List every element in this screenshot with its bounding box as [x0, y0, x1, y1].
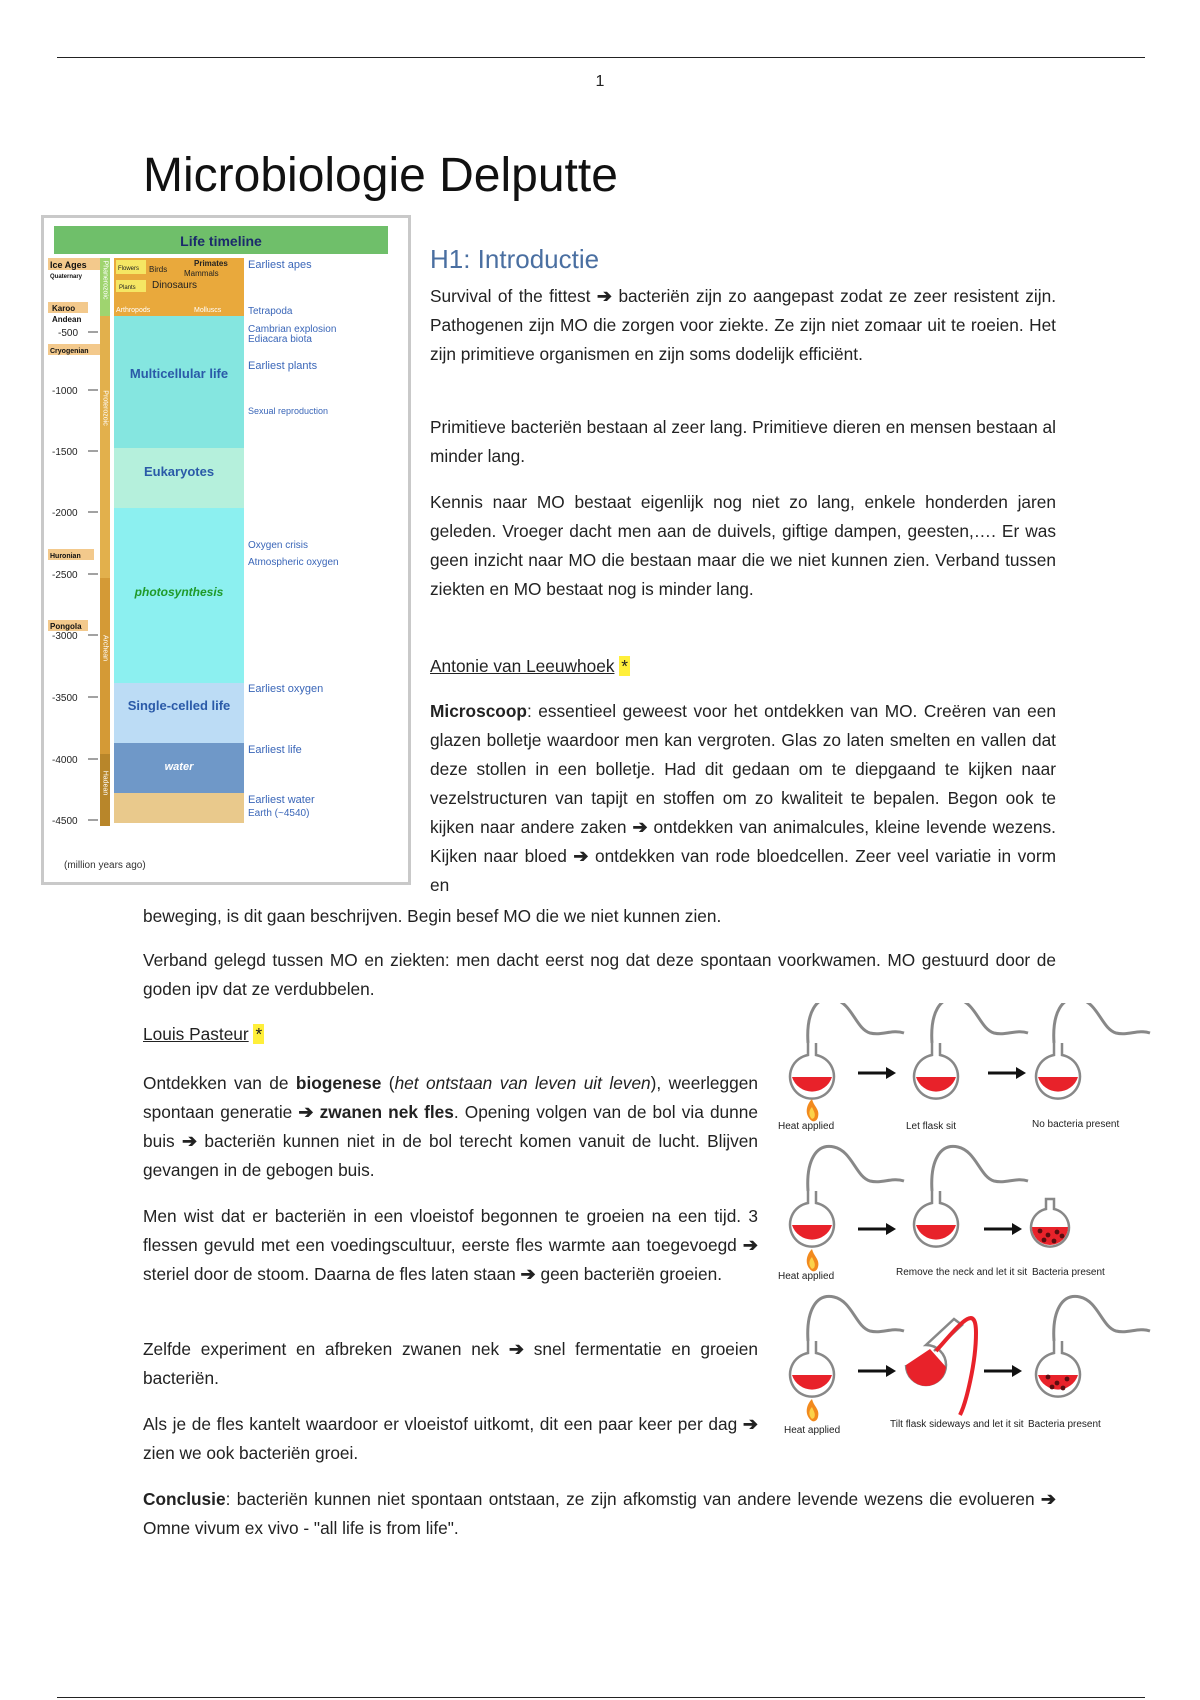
era-label: Pongola	[50, 622, 82, 631]
axis-tick: -3500	[52, 693, 78, 704]
zone-label: Eukaryotes	[143, 464, 215, 479]
flask-caption: Heat applied	[778, 1271, 835, 1282]
flask-caption: Tilt flask sideways and let it sit	[890, 1419, 1024, 1430]
phanero-label: Dinosaurs	[152, 280, 198, 291]
era-label: Huronian	[50, 553, 81, 560]
paragraph-survival: Survival of the fittest ➔ bacteriën zijn zo aangepast zodat ze zeer resistent zijn. Pathogenen zijn MO die zorgen voor ziekte. Ze zijn niet zomaar uit te roeien. Het zijn primitieve organismen en zijn soms dodelijk efficiënt.	[430, 286, 1056, 364]
era-label: Andean	[52, 315, 82, 324]
flask-caption: Bacteria present	[1028, 1419, 1101, 1430]
paragraph-kantelen: Als je de fles kantelt waardoor er vloeistof uitkomt, dit een paar keer per dag ➔ zien we ook bacteriën groei.	[143, 1414, 758, 1463]
flask-caption: Bacteria present	[1032, 1267, 1105, 1278]
axis-tick: -1000	[52, 386, 78, 397]
era-label: Cryogenian	[50, 348, 89, 355]
pasteur-heading: Louis Pasteur *	[143, 1024, 263, 1044]
axis-tick: -3000	[52, 631, 78, 642]
paragraph-zelfde: Zelfde experiment en afbreken zwanen nek ➔ snel fermentatie en groeien bacteriën.	[143, 1339, 758, 1388]
flask-caption: Heat applied	[784, 1425, 841, 1436]
section-heading: H1: Introductie	[430, 244, 600, 274]
life-timeline-figure	[41, 215, 411, 885]
event-label: Tetrapoda	[248, 306, 293, 317]
event-label: Sexual reproduction	[248, 406, 329, 416]
paragraph-verband: Verband gelegd tussen MO en ziekten: men dacht eerst nog dat deze spontaan voorkwamen. MO gestuurd door de goden ipv dat ze verdubbelen.	[143, 950, 1056, 999]
phanero-label: Plants	[119, 285, 136, 291]
axis-tick: -4000	[52, 755, 78, 766]
header-rule	[57, 57, 1145, 58]
flask-caption: Heat applied	[778, 1121, 835, 1132]
phanero-label: Flowers	[118, 266, 140, 272]
zone-label: photosynthesis	[134, 585, 224, 599]
phanero-label: Primates	[194, 259, 228, 268]
eon-label: Archean	[101, 634, 109, 662]
era-label: Ice Ages	[50, 260, 87, 270]
page-number: 1	[595, 73, 605, 90]
axis-tick: -4500	[52, 816, 78, 827]
era-label: Karoo	[52, 304, 76, 313]
paragraph-conclusie: Conclusie: bacteriën kunnen niet spontaan ontstaan, ze zijn afkomstig van andere levende wezens die evolueren ➔ Omne vivum ex vivo - "all life is from life".	[143, 1489, 1056, 1538]
phanero-label: Molluscs	[194, 307, 222, 314]
paragraph-microscoop: Microscoop: essentieel geweest voor het ontdekken van MO. Creëren van een glazen bolletje waardoor men kan vergroten. Glas zo laten smelten en vallen dat deze stollen in een bolletje. Had dit gedaan om te diepgaand te kijken naar vezelstructuren van tapijt en stoffen om zo kwaliteit te bepalen. Begon ook te kijken naar andere zaken ➔ ontdekken van animalcules, kleine levende wezens. Kijken naar bloed ➔ ontdekken van rode bloedcellen. Zeer veel variatie in vorm en	[430, 701, 1056, 895]
eon-label: Proterozoic	[101, 390, 109, 426]
phanero-label: Mammals	[184, 269, 219, 278]
zone-single-celled	[114, 683, 244, 743]
axis-tick: -500	[58, 328, 79, 339]
paragraph-kennis: Kennis naar MO bestaat eigenlijk nog niet zo lang, enkele honderden jaren geleden. Vroeger dacht men aan de duivels, giftige dampen, geesten,…. Er was geen inzicht naar MO die bestaan maar die we niet kunnen zien. Verband tussen ziekten en MO bestaat nog is minder lang.	[430, 492, 1056, 599]
paragraph-biogenese: Ontdekken van de biogenese (het ontstaan van leven uit leven), weerleggen spontaan generatie ➔ zwanen nek fles. Opening volgen van de bol via dunne buis ➔ bacteriën kunnen niet in de bol terecht komen vanuit de lucht. Blijven gevangen in de gebogen buis.	[143, 1073, 758, 1180]
event-label: Cambrian explosion	[248, 324, 337, 335]
paragraph-flasks: Men wist dat er bacteriën in een vloeistof begonnen te groeien na een tijd. 3 flessen gevuld met een voedingscultuur, eerste fles warmte aan toegevoegd ➔ steriel door de stoom. Daarna de fles laten staan ➔ geen bacteriën groeien.	[143, 1206, 758, 1284]
event-label: Ediacara biota	[248, 334, 312, 345]
axis-tick: -2000	[52, 508, 78, 519]
zone-label: Multicellular life	[129, 366, 229, 381]
event-label: Earliest life	[248, 744, 302, 756]
leeuwenhoek-heading: Antonie van Leeuwhoek *	[430, 656, 629, 676]
document-title: Microbiologie Delputte	[143, 149, 618, 202]
timeline-title: Life timeline	[180, 233, 262, 249]
zone-label: water	[164, 761, 194, 773]
event-label: Earliest water	[248, 794, 315, 806]
timeline-unit: (million years ago)	[64, 860, 146, 871]
footer-rule	[57, 1697, 1145, 1698]
life-timeline-svg	[44, 218, 408, 882]
flask-caption: Let flask sit	[906, 1121, 957, 1132]
pasteur-svg	[776, 1003, 1154, 1463]
eon-label: Hadean	[101, 770, 109, 796]
eon-label: Phanerozoic	[101, 260, 109, 300]
era-label: Quaternary	[50, 274, 83, 280]
event-label: Earliest plants	[248, 360, 318, 372]
phanero-label: Arthropods	[116, 307, 151, 314]
event-label: Earliest oxygen	[248, 683, 324, 695]
pasteur-experiment-figure	[776, 1003, 1154, 1463]
zone-multicellular	[114, 316, 244, 448]
event-label: Atmospheric oxygen	[248, 557, 339, 568]
event-label: Oxygen crisis	[248, 540, 309, 551]
event-label: Earliest apes	[248, 259, 312, 271]
paragraph-microscoop-cont: beweging, is dit gaan beschrijven. Begin besef MO die we niet kunnen zien.	[143, 906, 722, 926]
event-label: Earth (~4540)	[248, 808, 310, 819]
flask-caption: No bacteria present	[1032, 1119, 1120, 1130]
zone-label: Single-celled life	[127, 698, 231, 713]
axis-tick: -1500	[52, 447, 78, 458]
axis-tick: -2500	[52, 570, 78, 581]
paragraph-primitive: Primitieve bacteriën bestaan al zeer lang. Primitieve dieren en mensen bestaan al minder lang.	[430, 417, 1056, 466]
phanero-label: Birds	[149, 265, 168, 274]
flask-caption: Remove the neck and let it sit	[896, 1267, 1028, 1278]
